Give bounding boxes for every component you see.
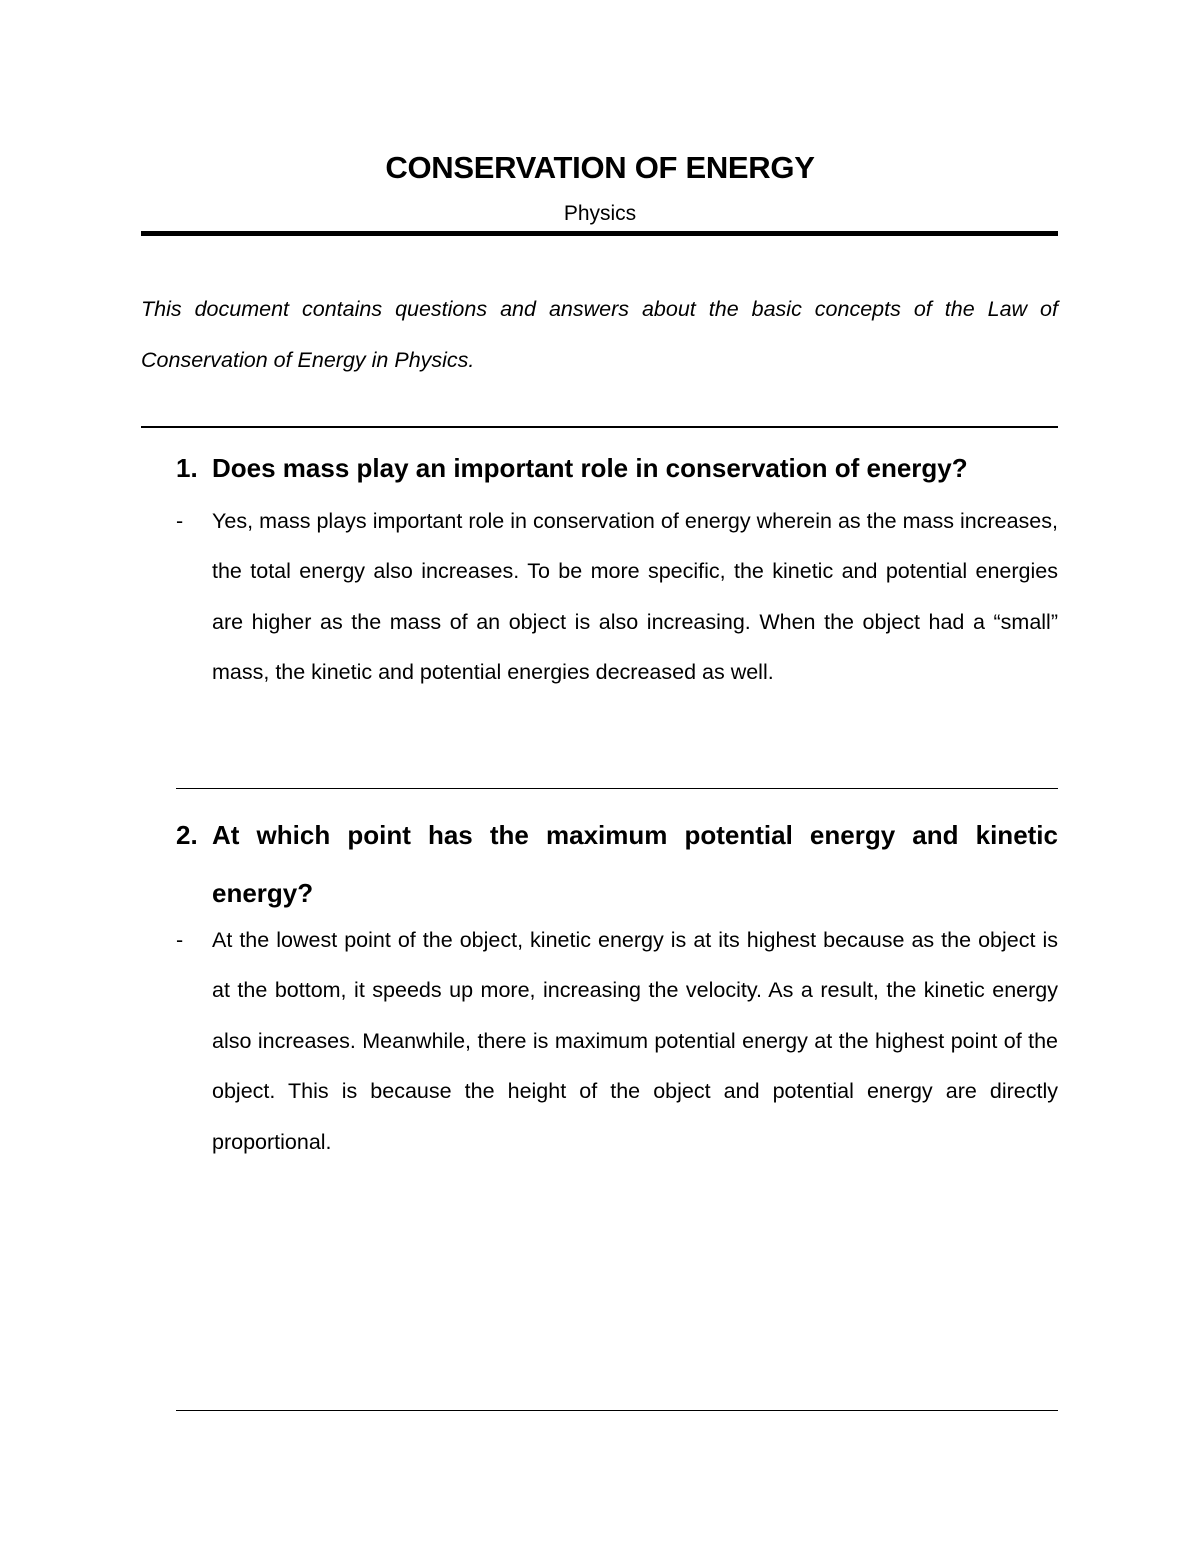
answer-bullet: - <box>176 928 184 952</box>
question-number: 2. <box>176 820 198 850</box>
answer-bullet: - <box>176 509 184 533</box>
footer-divider <box>176 1410 1058 1411</box>
document-subtitle: Physics <box>563 202 637 225</box>
question-divider <box>176 788 1058 789</box>
document-title: CONSERVATION OF ENERGY <box>385 150 815 185</box>
question-1 <box>176 446 1058 490</box>
question-number: 1. <box>176 453 198 483</box>
question-text: At which point has the maximum potential energy and kinetic energy? <box>212 820 1058 908</box>
answer-text: At the lowest point of the object, kinetic energy is at its highest because as the object is at the bottom, it speeds up more, increasing the velocity. As a result, the kinetic energy also increases. Meanwhile, there is maximum potential energy at the highest point of the object. This is because the height of the object and potential energy are directly proportional. <box>212 928 1058 1154</box>
title-divider <box>141 231 1058 236</box>
question-2 <box>176 806 1058 922</box>
section-divider <box>141 426 1058 428</box>
answer-1 <box>176 496 1058 698</box>
intro-paragraph: This document contains questions and answers about the basic concepts of the Law of Conservation of Energy in Physics. <box>141 297 1058 372</box>
answer-2 <box>176 915 1058 1167</box>
question-text: Does mass play an important role in conservation of energy? <box>212 453 968 483</box>
answer-text: Yes, mass plays important role in conservation of energy wherein as the mass increases, the total energy also increases. To be more specific, the kinetic and potential energies are higher as the mass of an object is also increasing. When the object had a “small” mass, the kinetic and potential energies decreased as well. <box>212 509 1058 685</box>
